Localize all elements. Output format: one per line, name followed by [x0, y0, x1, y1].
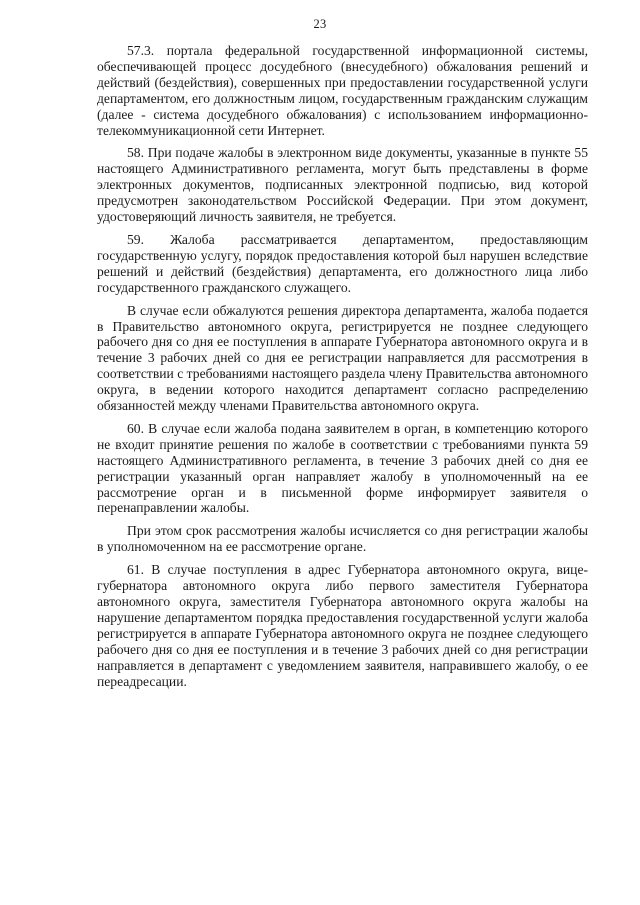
paragraph-58: 58. При подаче жалобы в электронном виде документы, указанные в пункте 55 настоящего Административного регламента, могут быть представлены в форме электронных документов, подписанных электронной подписью, вид которой предусмотрен законодательством Российской Федерации. При этом документ, удостоверяющий личность заявителя, не требуется.	[97, 145, 588, 225]
paragraph-60-continuation: При этом срок рассмотрения жалобы исчисляется со дня регистрации жалобы в уполномоченном на ее рассмотрение органе.	[97, 523, 588, 555]
paragraph-60: 60. В случае если жалоба подана заявителем в орган, в компетенцию которого не входит принятие решения по жалобе в соответствии с требованиями пункта 59 настоящего Административного регламента, в течение 3 рабочих дней со дня ее регистрации указанный орган направляет жалобу в уполномоченный на ее рассмотрение орган и в письменной форме информирует заявителя о перенаправлении жалобы.	[97, 420, 588, 516]
paragraph-57-3: 57.3. портала федеральной государственной информационной системы, обеспечивающей процесс досудебного (внесудебного) обжалования решений и действий (бездействия), совершенных при предоставлении государственной услуги департаментом, его должностным лицом, государственным гражданским служащим (далее - система досудебного обжалования) с использованием информационно-телекоммуникационной сети Интернет.	[97, 43, 588, 138]
document-body	[97, 43, 588, 689]
paragraph-59-continuation: В случае если обжалуются решения директора департамента, жалоба подается в Правительство автономного округа, регистрируется не позднее следующего рабочего дня со дня ее поступления в аппарате Губернатора автономного округа и в течение 3 рабочих дней со дня ее регистрации направляется для рассмотрения в соответствии с требованиями настоящего раздела члену Правительства автономного округа, в ведении которого находится департамент согласно распределению обязанностей между членами Правительства автономного округа.	[97, 302, 588, 414]
paragraph-61: 61. В случае поступления в адрес Губернатора автономного округа, вице-губернатора автономного округа либо первого заместителя Губернатора автономного округа, заместителя Губернатора автономного округа жалобы на нарушение департаментом порядка предоставления государственной услуги жалоба регистрируется в аппарате Губернатора автономного округа не позднее следующего рабочего дня со дня ее поступления и в течение 3 рабочих дней со дня регистрации направляется в департамент с уведомлением заявителя, направившего жалобу, о ее переадресации.	[97, 562, 588, 689]
paragraph-59: 59. Жалоба рассматривается департаментом, предоставляющим государственную услугу, порядок предоставления которой был нарушен вследствие решений и действий (бездействия) департамента, его должностного лица либо государственного гражданского служащего.	[97, 231, 588, 295]
page-number: 23	[313, 17, 327, 31]
